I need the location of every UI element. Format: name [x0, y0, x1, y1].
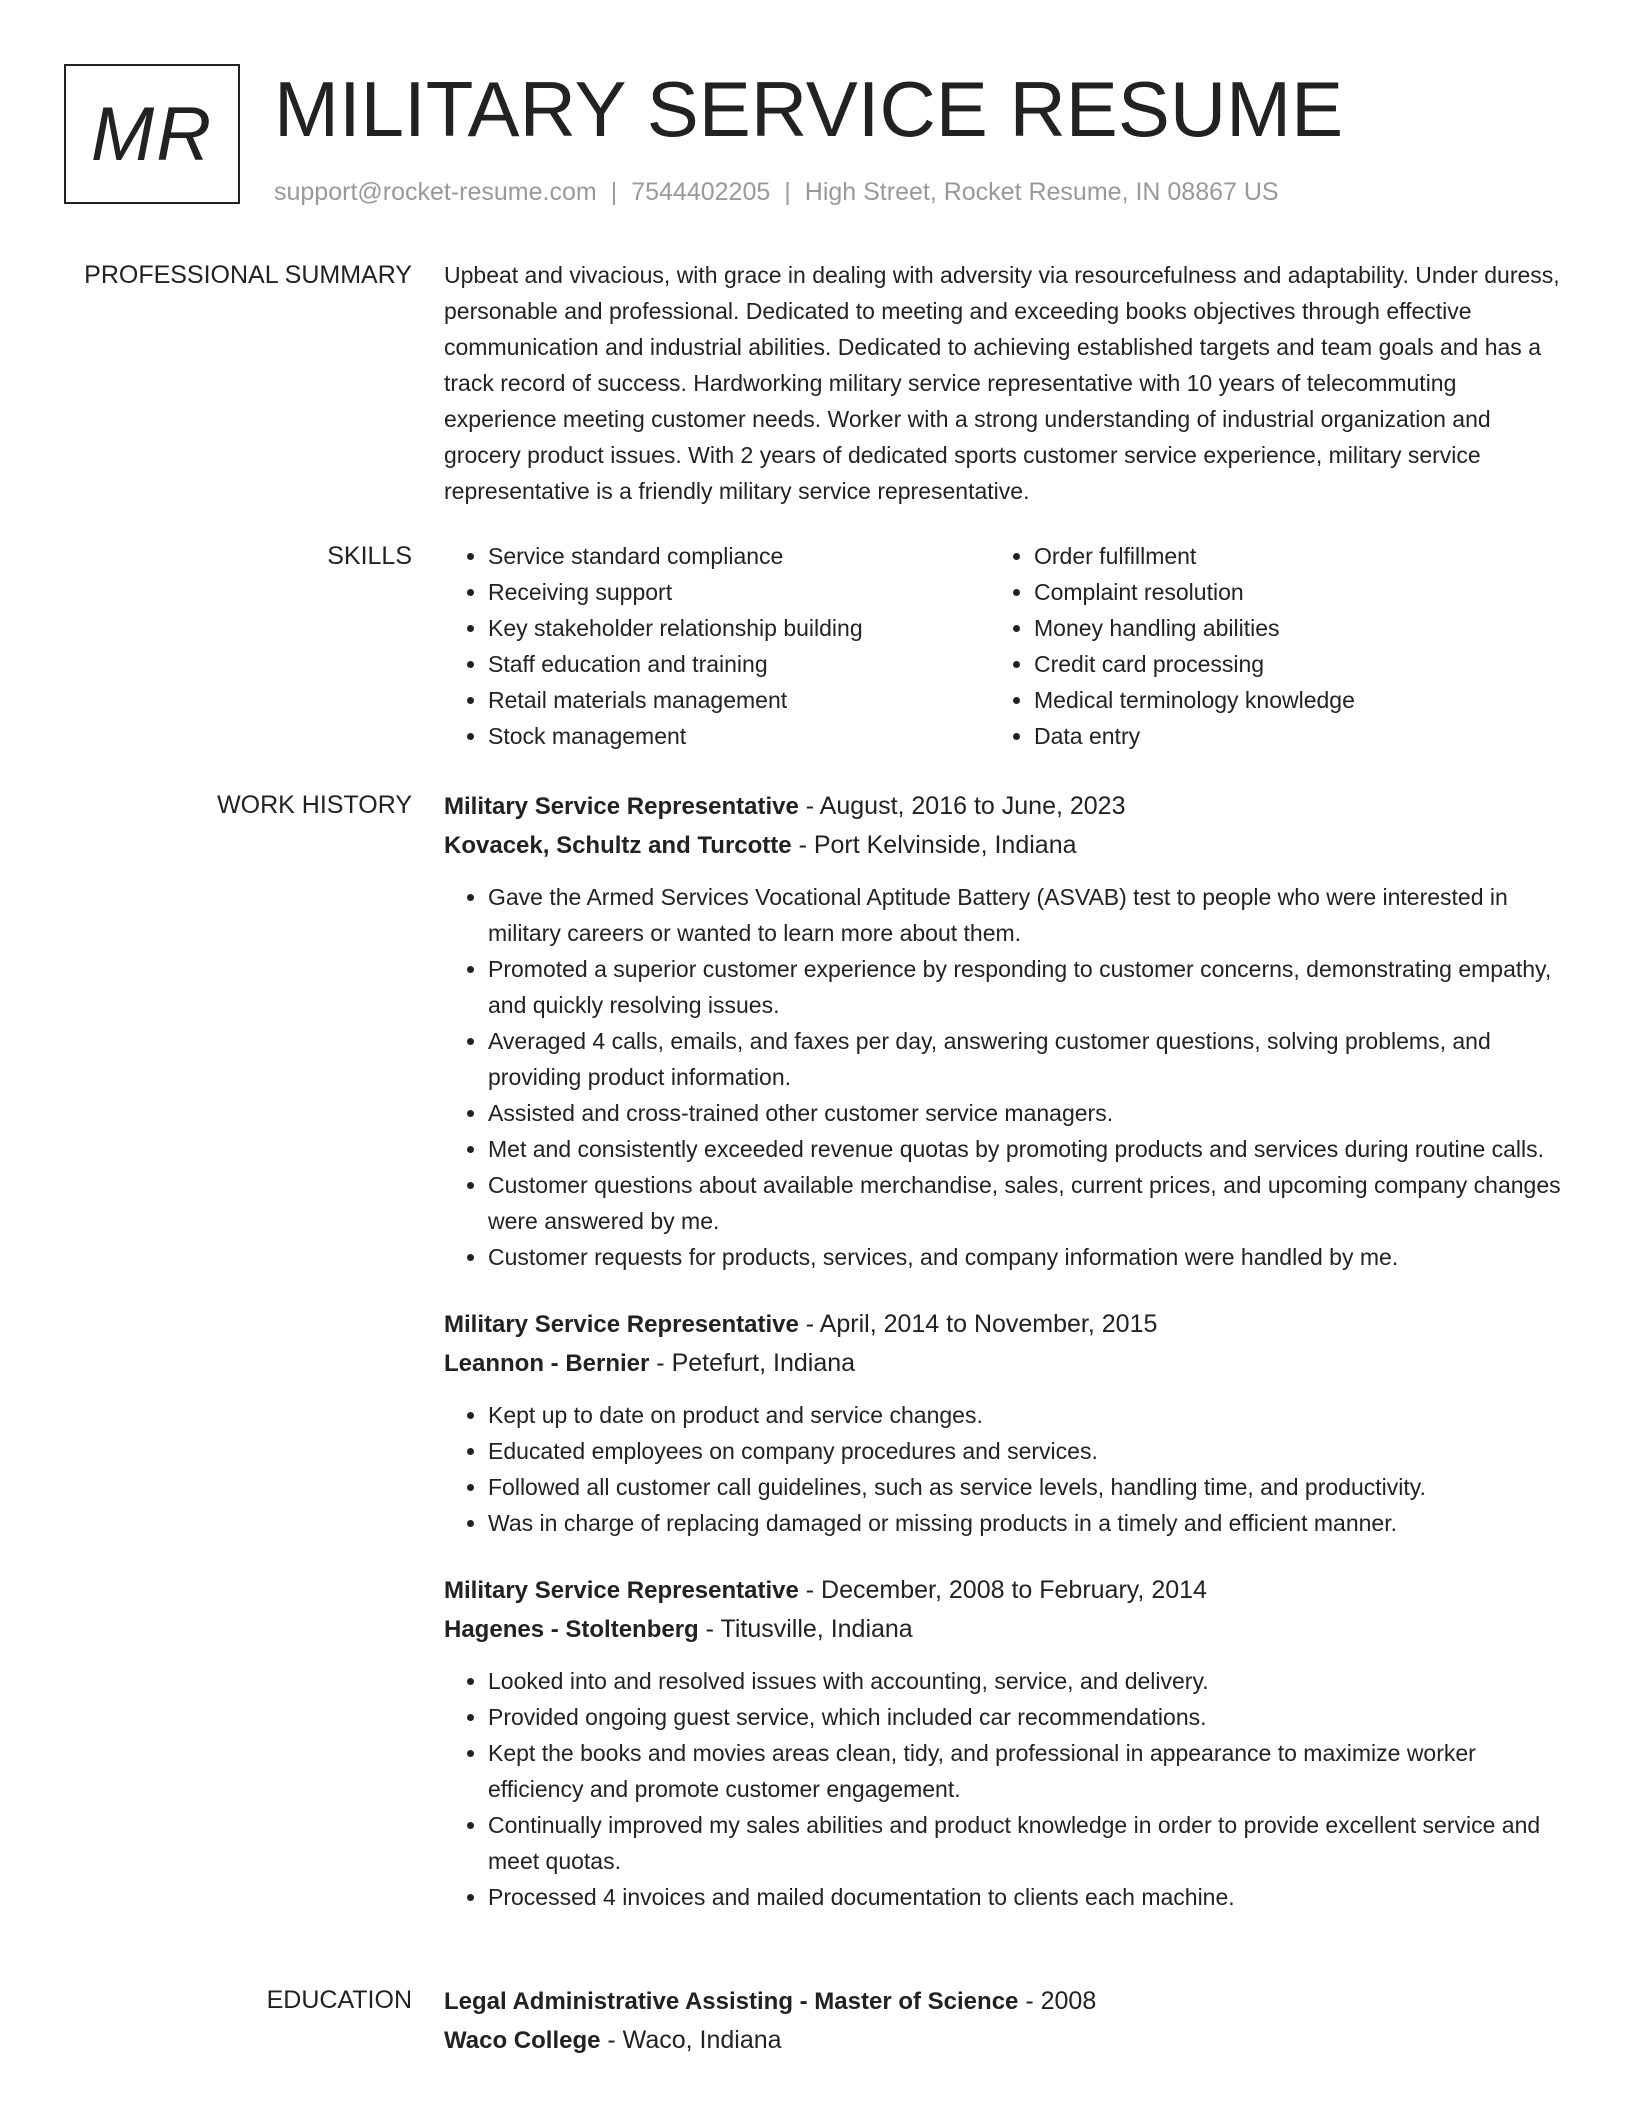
- job-bullet: • Met and consistently exceeded revenue quotas by promoting products and services during routine calls.: [488, 1131, 1564, 1167]
- contact-phone[interactable]: 7544402205: [631, 178, 771, 206]
- job-bullet: • Promoted a superior customer experience by responding to customer concerns, demonstrating empathy, and quickly resolving issues.: [488, 951, 1564, 1023]
- job-company-line: [444, 1610, 1564, 1649]
- contact-line: [274, 172, 1279, 212]
- job-bullet: • Was in charge of replacing damaged or missing products in a timely and efficient manner.: [488, 1505, 1564, 1541]
- contact-separator: |: [784, 178, 791, 206]
- education-degree: Legal Administrative Assisting - Master of Science: [444, 1988, 1019, 2015]
- job-location: - Petefurt, Indiana: [649, 1349, 856, 1377]
- job-bullet: • Gave the Armed Services Vocational Aptitude Battery (ASVAB) test to people who were interested in military careers or wanted to learn more about them.: [488, 879, 1564, 951]
- job-dates: - December, 2008 to February, 2014: [798, 1576, 1207, 1604]
- contact-email[interactable]: support@rocket-resume.com: [274, 178, 597, 206]
- skill-item: • Key stakeholder relationship building: [488, 610, 990, 646]
- education-body: [444, 1982, 1564, 2060]
- skill-item: • Medical terminology knowledge: [1034, 682, 1536, 718]
- skill-item: • Credit card processing: [1034, 646, 1536, 682]
- job-company: Hagenes - Stoltenberg: [444, 1616, 699, 1643]
- skill-item: • Order fulfillment: [1034, 538, 1536, 574]
- job-bullet: • Provided ongoing guest service, which included car recommendations.: [488, 1699, 1564, 1735]
- job-bullet: • Kept up to date on product and service changes.: [488, 1397, 1564, 1433]
- work-body: [444, 787, 1564, 1945]
- job-company: Leannon - Bernier: [444, 1350, 650, 1377]
- skill-item: • Service standard compliance: [488, 538, 990, 574]
- education-school-line: [444, 2021, 1564, 2060]
- job-company-line: [444, 1344, 1564, 1383]
- job-bullet: • Looked into and resolved issues with accounting, service, and delivery.: [488, 1663, 1564, 1699]
- contact-separator: |: [610, 178, 618, 206]
- section-label-education: EDUCATION: [266, 1986, 412, 2014]
- education-location: - Waco, Indiana: [600, 2026, 782, 2054]
- summary-text: Upbeat and vivacious, with grace in dealing with adversity via resourcefulness and adaptability. Under duress, personable and professional. Dedicated to meeting and exceeding books objectives through effective communication and industrial abilities. Dedicated to achieving established targets and team goals and has a track record of success. Hardworking military service representative with 10 years of telecommuting experience meeting customer needs. Worker with a strong understanding of industrial organization and grocery product issues. With 2 years of dedicated sports customer service experience, military service representative is a friendly military service representative.: [444, 262, 1560, 504]
- contact-address: High Street, Rocket Resume, IN 08867 US: [804, 178, 1279, 206]
- job-location: - Port Kelvinside, Indiana: [791, 831, 1077, 859]
- skill-item: • Receiving support: [488, 574, 990, 610]
- skill-item: • Data entry: [1034, 718, 1536, 754]
- job-bullet-list: [444, 1397, 1564, 1541]
- skills-right-list: [990, 538, 1536, 754]
- job-bullet: • Processed 4 invoices and mailed documentation to clients each machine.: [488, 1879, 1564, 1915]
- job-title: Military Service Representative: [444, 793, 799, 820]
- job-title: Military Service Representative: [444, 1577, 799, 1604]
- job-bullet-list: [444, 1663, 1564, 1915]
- section-label-skills: SKILLS: [327, 542, 412, 570]
- section-label-summary: PROFESSIONAL SUMMARY: [84, 261, 412, 289]
- job-entry: [444, 1571, 1564, 1915]
- resume-header: [64, 64, 1564, 214]
- job-bullet: • Customer requests for products, services, and company information were handled by me.: [488, 1239, 1564, 1275]
- education-degree-line: [444, 1982, 1564, 2021]
- job-bullet: • Assisted and cross-trained other customer service managers.: [488, 1095, 1564, 1131]
- job-title-line: [444, 787, 1564, 826]
- resume-title: MILITARY SERVICE RESUME: [274, 65, 1344, 153]
- skill-item: • Complaint resolution: [1034, 574, 1536, 610]
- skills-left-list: [444, 538, 990, 754]
- skill-item: • Retail materials management: [488, 682, 990, 718]
- job-company-line: [444, 826, 1564, 865]
- job-title: Military Service Representative: [444, 1311, 799, 1338]
- job-title-line: [444, 1305, 1564, 1344]
- job-entry: [444, 787, 1564, 1275]
- education-school: Waco College: [444, 2027, 601, 2054]
- job-bullet: • Customer questions about available merchandise, sales, current prices, and upcoming company changes were answered by me.: [488, 1167, 1564, 1239]
- job-bullet: • Continually improved my sales abilities and product knowledge in order to provide excellent service and meet quotas.: [488, 1807, 1564, 1879]
- job-title-line: [444, 1571, 1564, 1610]
- skill-item: • Stock management: [488, 718, 990, 754]
- summary-body: [444, 257, 1564, 509]
- monogram-box: [64, 64, 240, 204]
- skill-item: • Money handling abilities: [1034, 610, 1536, 646]
- skill-item: • Staff education and training: [488, 646, 990, 682]
- job-company: Kovacek, Schultz and Turcotte: [444, 832, 792, 859]
- section-label-work: WORK HISTORY: [217, 791, 412, 819]
- job-dates: - August, 2016 to June, 2023: [798, 792, 1126, 820]
- job-entry: [444, 1305, 1564, 1541]
- job-bullet: • Averaged 4 calls, emails, and faxes per day, answering customer questions, solving problems, and providing product information.: [488, 1023, 1564, 1095]
- job-bullet: • Kept the books and movies areas clean, tidy, and professional in appearance to maximize worker efficiency and promote customer engagement.: [488, 1735, 1564, 1807]
- job-bullet-list: [444, 879, 1564, 1275]
- job-bullet: • Followed all customer call guidelines, such as service levels, handling time, and productivity.: [488, 1469, 1564, 1505]
- job-dates: - April, 2014 to November, 2015: [798, 1310, 1158, 1338]
- skills-body: [444, 538, 1564, 754]
- job-bullet: • Educated employees on company procedures and services.: [488, 1433, 1564, 1469]
- education-year: - 2008: [1018, 1987, 1097, 2015]
- monogram-initials: MR: [90, 91, 214, 177]
- job-location: - Titusville, Indiana: [698, 1615, 913, 1643]
